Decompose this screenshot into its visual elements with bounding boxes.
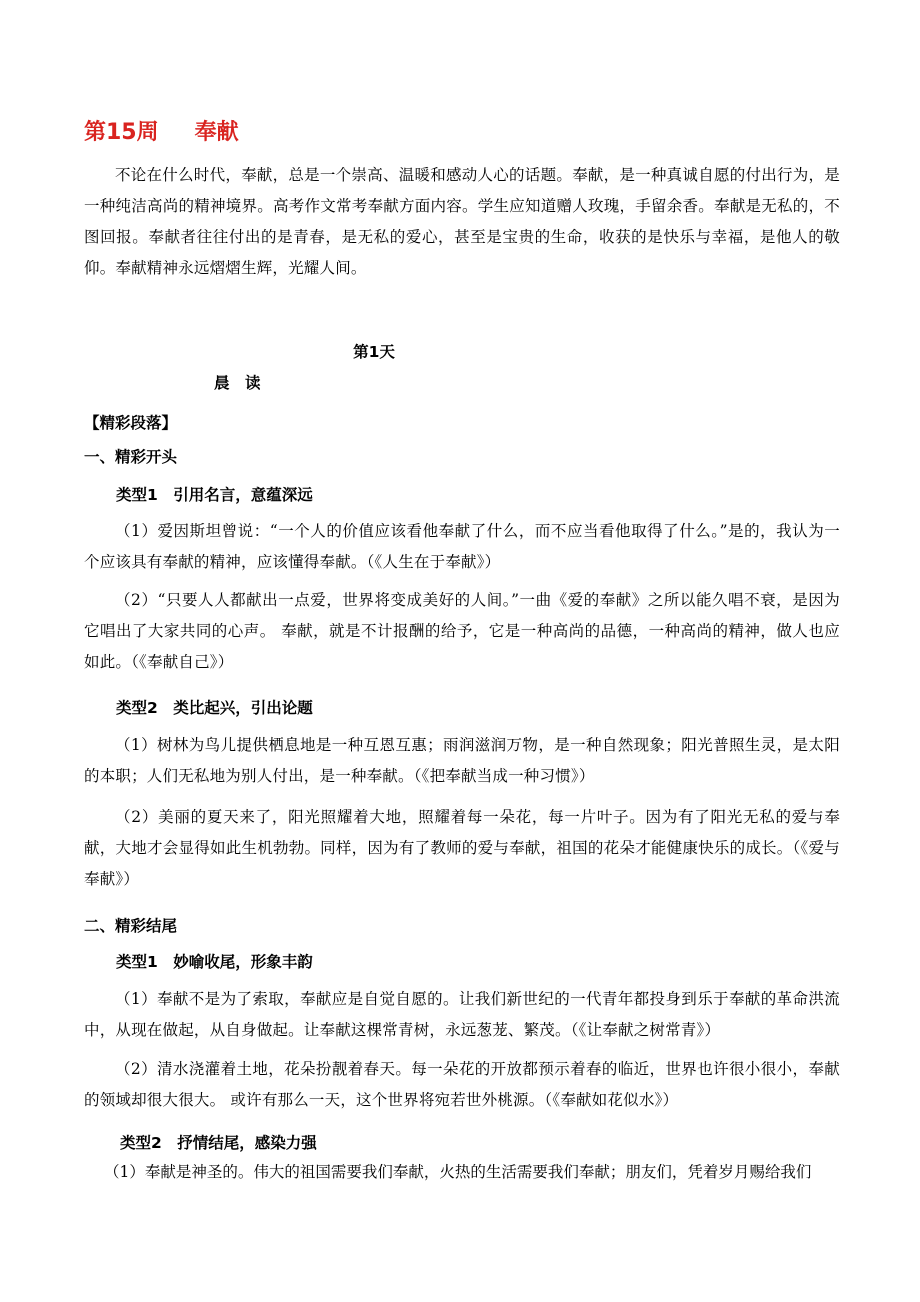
part2-type1-heading: 类型1 妙喻收尾，形象丰韵 — [116, 953, 313, 971]
part2-type1-paragraph-2: （2）清水浇灌着土地，花朵扮靓着春天。每一朵花的开放都预示着春的临近，世界也许很小很小，奉献的领域却很大很大。 或许有那么一天，这个世界将宛若世外桃源。（《奉献如花似水》） — [84, 1060, 840, 1109]
part1-type1-paragraph-1: （1）爱因斯坦曾说：“一个人的价值应该看他奉献了什么，而不应当看他取得了什么。”是的，我认为一个应该具有奉献的精神，应该懂得奉献。（《人生在于奉献》） — [84, 522, 840, 571]
part1-type2-paragraph-1: （1）树林为鸟儿提供栖息地是一种互恩互惠；雨润滋润万物，是一种自然现象；阳光普照生灵，是太阳的本职；人们无私地为别人付出，是一种奉献。（《把奉献当成一种习惯》） — [84, 736, 840, 785]
part2-type2-heading: 类型2 抒情结尾，感染力强 — [120, 1134, 317, 1152]
part1-type2-heading: 类型2 类比起兴，引出论题 — [116, 699, 313, 717]
section-label: 【精彩段落】 — [84, 414, 178, 432]
part1-type1-paragraph-2: （2）“只要人人都献出一点爱，世界将变成美好的人间。”一曲《爱的奉献》之所以能久唱不衰，是因为它唱出了大家共同的心声。 奉献，就是不计报酬的给予，它是一种高尚的品德，一种高尚的精神，做人也应如此。（《奉献自己》） — [84, 591, 840, 671]
day-heading: 第1天 — [353, 343, 395, 361]
session-heading: 晨 读 — [214, 374, 261, 392]
intro-paragraph: 不论在什么时代，奉献，总是一个崇高、温暖和感动人心的话题。奉献，是一种真诚自愿的付出行为，是一种纯洁高尚的精神境界。高考作文常考奉献方面内容。学生应知道赠人玫瑰，手留余香。奉献是无私的，不图回报。奉献者往往付出的是青春，是无私的爱心，甚至是宝贵的生命，收获的是快乐与幸福，是他人的敬仰。奉献精神永远熠熠生辉，光耀人间。 — [84, 166, 840, 277]
week-label: 第15周 — [84, 120, 159, 145]
part1-heading: 一、精彩开头 — [84, 448, 178, 466]
part2-type1-paragraph-1: （1）奉献不是为了索取，奉献应是自觉自愿的。让我们新世纪的一代青年都投身到乐于奉献的革命洪流中，从现在做起，从自身做起。让奉献这棵常青树，永远葱茏、繁茂。（《让奉献之树常青》） — [84, 990, 840, 1039]
part2-heading: 二、精彩结尾 — [84, 917, 178, 935]
topic-label: 奉献 — [194, 120, 239, 145]
part1-type2-paragraph-2: （2）美丽的夏天来了，阳光照耀着大地，照耀着每一朵花，每一片叶子。因为有了阳光无私的爱与奉献，大地才会显得如此生机勃勃。同样，因为有了教师的爱与奉献，祖国的花朵才能健康快乐的成长。（《爱与奉献》） — [84, 808, 840, 888]
page-title — [84, 118, 239, 148]
part1-type1-heading: 类型1 引用名言，意蕴深远 — [116, 486, 313, 504]
part2-type2-paragraph-1: （1）奉献是神圣的。伟大的祖国需要我们奉献，火热的生活需要我们奉献；朋友们，凭着岁月赐给我们 — [104, 1163, 812, 1181]
